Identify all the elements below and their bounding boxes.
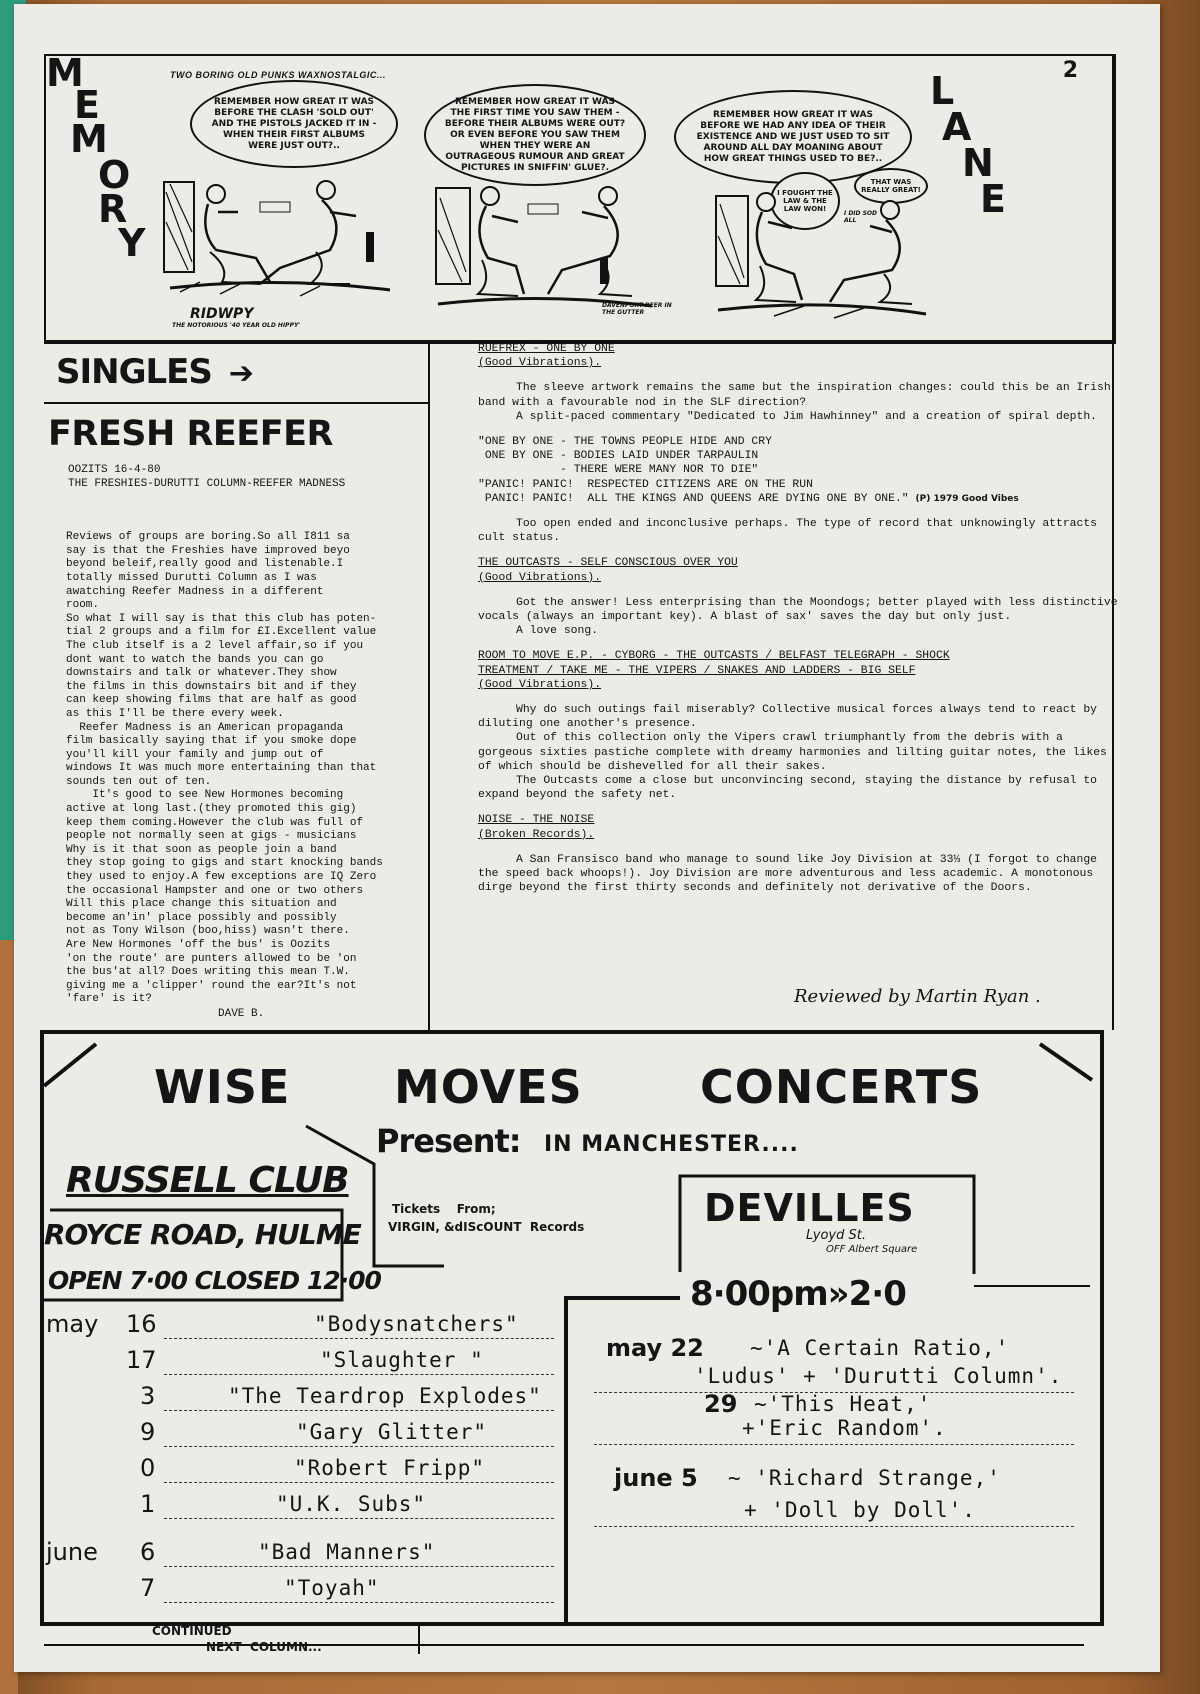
dotted-rule [164,1446,554,1447]
gig-month: june [46,1538,98,1566]
singles-reviews-column [478,342,1118,907]
gig-day: 3 [140,1382,156,1410]
gig-day: 16 [126,1310,157,1338]
review-line: the films in this downstairs bit and if they [66,680,357,693]
ad-title-wise: WISE [154,1060,291,1114]
dotted-rule [164,1482,554,1483]
dotted-rule [164,1374,554,1375]
gig-day: 1 [140,1490,156,1518]
speech-bubble-2: REMEMBER HOW GREAT IT WAS THE FIRST TIME YOU SAW THEM -BEFORE THEIR ALBUMS WERE OUT? OR EVEN BEFORE YOU SAW THEM WHEN THEY WERE AN OUTRAGEOUS RUMOUR AND GREAT PICTURES IN SNIFFIN' GLUE?. [424,84,646,186]
cartoon-panel-3 [714,190,934,330]
gig-day: 9 [140,1418,156,1446]
speech-bubble-4: I FOUGHT THE LAW & THE LAW WON! [770,172,840,230]
review-label-ruefrex: (Good Vibrations). [478,357,602,370]
review-label-outcasts: (Good Vibrations). [478,571,602,584]
ad-in-city: IN MANCHESTER.... [544,1132,799,1157]
footer-continued: CONTINUED [152,1624,232,1638]
venue2-address-2: OFF Albert Square [826,1244,918,1255]
review-ruefrex-p1: The sleeve artwork remains the same but the inspiration changes: could this be an Irish band with a favourable nod in the SLF direction? [478,382,1111,409]
dotted-rule [164,1602,554,1603]
artist-signature: RIDWPY [190,306,254,322]
venue2-time: 8·00pm»2·0 [690,1274,906,1314]
gig-act-support: 'Ludus' + 'Durutti Column'. [694,1364,1063,1388]
review-byline: DAVE B. [218,1008,265,1020]
footer-next-column: NEXT COLUMN... [206,1640,322,1654]
review-line: they stop going to gigs and start knocking bands [66,857,383,870]
gig-date: 29 [704,1390,738,1418]
cartoon-caption: TWO BORING OLD PUNKS WAXNOSTALGIC... [170,70,386,80]
gig-day: 6 [140,1538,156,1566]
artist-note: THE NOTORIOUS '40 YEAR OLD HIPPY' [172,322,301,329]
review-line: not as Tony Wilson (boo,hiss) wasn't there. [66,925,350,938]
review-line: Will this place change this situation and [66,898,337,911]
gig-act: "Gary Glitter" [296,1420,488,1444]
review-label-room-to-move: (Good Vibrations). [478,678,602,691]
review-room-p2: Out of this collection only the Vipers crawl triumphantly from the debris with a gorgeous sixties pastiche complete with dreamy harmonies and lilting guitar notes, the likes of which should be dishevelled for all their sakes. [478,732,1107,773]
review-line: Reviews of groups are boring.So all I811 sa [66,531,350,544]
gig-act: "Bodysnatchers" [314,1312,519,1336]
review-line: they used to enjoy.A few exceptions are IQ Zero [66,871,377,884]
copyright-note: (P) 1979 Good Vibes [915,493,1019,504]
zine-page: 2 M E M O R Y L A N E TWO BORING OLD PUNKS WAXNOSTALGIC... REMEMBER HOW GREAT IT WAS BEFORE THE CLASH 'SOLD OUT' AND THE PISTOLS JACKED IT IN - WHEN THEIR FIRST ALBUMS WERE JUST OUT?.. REMEMBER HOW GREAT IT WAS THE FIRST TIME YOU SAW THEM -BEFORE THEIR ALBUMS WERE OUT? OR EVEN BEFORE YOU SAW THEM WHEN THEY WERE AN OUTRAGEOUS RUMOUR AND GREAT PICTURES IN SNIFFIN' GLUE?. REMEMBER HOW GREAT IT WAS BEFORE WE HAD ANY IDEA OF THEIR EXISTENCE AND WE JUST USED TO SIT AROUND ALL DAY MOANING ABOUT HOW GREAT THINGS USED TO BE?.. I FOUGHT THE LAW & THE LAW WON! THAT WAS REALLY GREAT! I DID SOD ALL RIDWPY THE NOTORIOUS '40 YEAR OLD HIPPY' DAVENPORT BEER IN THE GUTTER SINGLES ➔ FRESH REEFER OOZITS 16-4-80 THE FRESHIES-DURUTTI COLUMN-REEFER MADNESS Reviews of groups are boring.So all I811 sa say is that the Freshies have improved beyo beyond beleif,really good and listenable.I totally missed Durutti Column as I was awatching Reefer Madness in a different room. So what I will say is that this club has poten- tial 2 groups and a film for £I.Excellent value The club itself is a 2 level affair,so if you dont want to watch the bands you can go downstairs and talk or whatever.They show the films in this downstairs bit and if they can keep showing films that are half as good as this I'll be there every week. Reefer Madness is an American propaganda film basically saying that if you smoke dope you'll kill your family and jump out of windows It was much more entertaining than that sounds ten out of ten. It's good to see New Hormones becoming active at long last.(they promoted this gig) keep them coming.However the club was full of people not normally seen at gigs - musicians Why is it that soon as people join a band they stop going to gigs and start knocking bands they used to enjoy.A few exceptions are IQ Zero the occasional Hampster and one or two others Will this place change this situation and become an'in' place possibly and possibly not as Tony Wilson (boo,hiss) wasn't there. Are New Hormones 'off the bus' is Oozits 'on the route' are punters allowed to be 'on the bus'at all? Does writing this mean T.W. giving me a 'clipper' round the ear?It's not 'fare' is it? DAVE B. RUEFREX - ONE BY ONE (Good Vibrations). The sleeve artwork remains the same but the inspiration changes: could this be an Irish band with a favourable nod in the SLF direction? A split-paced commentary "Dedicated to Jim Hawhinney" and a creation of spiral depth. "ONE BY ONE - THE TOWNS PEOPLE HIDE AND CRY ONE BY ONE - BODIES LAID UNDER TARPAULIN - THERE WERE MANY NOR TO DIE" "PANIC! PANIC! RESPECTED CITIZENS ARE ON THE RUN PANIC! PANIC! ALL THE KINGS AND QUEENS ARE DYING ONE BY ONE." (P) 1979 Good Vibes Too open ended and inconclusive perhaps. The type of record that unknowingly attracts cult status. THE OUTCASTS - SELF CONSCIOUS OVER YOU (Good Vibrations). Got the answer! Less enterprising than the Moondogs; better played with less distinctive vocals (always an important key). A blast of sax' saves the day but only just. A love song. ROOM TO MOVE E.P. - CYBORG - THE OUTCASTS / BELFAST TELEGRAPH - SHOCK TREATMENT / TAKE ME - THE VIPERS / SNAKES AND LADDERS - BIG SELF (Good Vibrations). Why do such outings fail miserably? Collective musical forces always tend to react by diluting one another's presence. Out of this collection only the Vipers crawl triumphantly from the debris with a gorgeous sixties pastiche complete with dreamy harmonies and lilting guitar notes, the likes of which should be dishevelled for all their sakes. The Outcasts come a close but unconvincing second, staying the distance by refusal to expand beyond the safety net. NOISE - THE NOISE (Broken Records). A San Fransisco band who manage to sound like Joy Division at 33⅓ (I forgot to change the speed back whoops!). Joy Division are more adventurous and less academic. A monotonous dirge beyond the first thirty seconds and definitely not derivative of the Doors. Reviewed by Martin Ryan . WISE MOVES CONCERTS Present: IN MANCHESTER.... Tickets From; VIRGIN, &dIScOUNT Records RUSSELL CLUB ROYCE ROAD, HULME OPEN 7·00 CLOSED 12·00 DEVILLES Lyoyd St. OFF Albert Square 8·00pm»2·0 CONTINUED NEXT COLUMN... may 16 "Bodysnatchers" 17 "Slaughter " 3 "The Teardrop Explodes" 9 "Gary Glitter" 0 "Robert Fripp" 1 "U.K. Subs" june 6 "Bad Manners" 7 "Toyah" may 22 ~'A Certain Ratio,' 'Ludus' + 'Durutti Column'. 29 ~'This Heat,' +'Eric Random'. june 5 ~ 'Richard Strange,' + 'Doll by Doll'. [14,4,1160,1672]
review-line: you'll kill your family and jump out of [66,748,324,761]
review-line: Reefer Madness is an American propaganda [66,721,344,734]
footer-rule [44,1644,1084,1646]
fresh-reefer-review-body [66,504,426,1007]
cartoon-panel-2 [432,182,662,322]
gig-act: ~ 'Richard Strange,' [728,1466,1001,1490]
gig-date: may 22 [606,1334,704,1362]
review-room-p1: Why do such outings fail miserably? Collective musical forces always tend to react by diluting one another's presence. [478,704,1098,731]
page-number: 2 [1062,58,1078,83]
ad-present: Present: [376,1122,521,1160]
review-ruefrex-p2: A split-paced commentary "Dedicated to Jim Hawhinney" and a creation of spiral depth. [516,410,1098,423]
review-line: say is that the Freshies have improved beyo [66,544,350,557]
review-line: windows It was much more entertaining than that [66,762,377,775]
review-line: keep them coming.However the club was full of [66,816,364,829]
gig-act: "Robert Fripp" [294,1456,486,1480]
speech-bubble-1: REMEMBER HOW GREAT IT WAS BEFORE THE CLASH 'SOLD OUT' AND THE PISTOLS JACKED IT IN - WHEN THEIR FIRST ALBUMS WERE JUST OUT?.. [190,80,398,168]
gig-day: 0 [140,1454,156,1482]
review-line: can keep showing films that are half as good [66,694,357,707]
review-line: film basically saying that if you smoke dope [66,735,357,748]
arrow-right-icon: ➔ [228,356,253,391]
review-line: downstairs and talk or whatever.They show [66,667,337,680]
review-title-noise: NOISE - THE NOISE [478,814,595,827]
gig-act: "Toyah" [284,1576,380,1600]
review-line: the bus'at all? Does writing this mean T.W. [66,966,350,979]
review-line: as this I'll be there every week. [66,707,284,720]
review-outcasts-p1: Got the answer! Less enterprising than the Moondogs; better played with less distinctive vocals (always an important key). A blast of sax' saves the day but only just. [478,596,1118,624]
review-line: dont want to watch the bands you can go [66,653,324,666]
speech-bubble-3: REMEMBER HOW GREAT IT WAS BEFORE WE HAD ANY IDEA OF THEIR EXISTENCE AND WE JUST USED TO SIT AROUND ALL DAY MOANING ABOUT HOW GREAT THINGS USED TO BE?.. [674,90,912,184]
venue2-address-1: Lyoyd St. [806,1228,866,1243]
review-line: sounds ten out of ten. [66,775,212,788]
review-title-ruefrex: RUEFREX - ONE BY ONE [478,343,615,355]
review-ruefrex-p3: Too open ended and inconclusive perhaps. The type of record that unknowingly attracts cult status. [478,518,1098,545]
review-box-top [44,402,430,404]
panel-2-note: DAVENPORT BEER IN THE GUTTER [602,302,672,316]
ticket-outlets: VIRGIN, &dIScOUNT Records [388,1220,585,1234]
speech-bubble-5: THAT WAS REALLY GREAT! [854,168,928,204]
review-line: giving me a 'clipper' round the ear?It's not [66,979,357,992]
ruefrex-lyrics: "ONE BY ONE - THE TOWNS PEOPLE HIDE AND CRY ONE BY ONE - BODIES LAID UNDER TARPAULIN - THERE WERE MANY NOR TO DIE" "PANIC! PANIC! RESPECTED CITIZENS ARE ON THE RUN PANIC! PANIC! ALL THE KINGS AND QUEENS ARE DYING ONE BY ONE." (P) 1979 Good Vibes [478,436,1019,505]
dotted-rule [594,1526,1074,1527]
review-line: the occasional Hampster and one or two others [66,884,364,897]
review-line: active at long last.(they promoted this gig) [66,803,357,816]
gig-act: "U.K. Subs" [276,1492,427,1516]
review-line: Are New Hormones 'off the bus' is Oozits [66,939,331,951]
singles-heading: SINGLES ➔ [56,352,253,392]
review-line: It's good to see New Hormones becoming [66,789,344,802]
ad-title-moves: MOVES [394,1060,583,1114]
gig-act-support: + 'Doll by Doll'. [744,1498,976,1522]
review-noise-p1: A San Fransisco band who manage to sound like Joy Division at 33⅓ (I forgot to change the speed back whoops!). Joy Division are more adventurous and less academic. A monotonous dirge beyond the first thirty seconds and definitely not derivative of the Doors. [478,853,1098,895]
gig-act: ~'A Certain Ratio,' [750,1336,1010,1360]
review-line: tial 2 groups and a film for £I.Excellent value [66,626,377,639]
reviewer-signature: Reviewed by Martin Ryan . [794,986,1041,1007]
gig-date: OOZITS 16-4-80 [68,464,161,476]
cartoon-panel-1 [160,172,400,304]
review-room-p3: The Outcasts come a close but unconvincing second, staying the distance by refusal to expand beyond the safety net. [478,775,1098,802]
review-title-outcasts: THE OUTCASTS - SELF CONSCIOUS OVER YOU [478,557,738,570]
review-outcasts-p2: A love song. [516,625,599,638]
review-title-room-to-move-2: TREATMENT / TAKE ME - THE VIPERS / SNAKES AND LADDERS - BIG SELF [478,664,916,677]
footer-divider [418,1624,420,1654]
dotted-rule [164,1410,554,1411]
venue1-address: ROYCE ROAD, HULME [44,1218,361,1251]
review-line: 'on the route' are punters allowed to be 'on [66,952,357,965]
gig-act: "Slaughter " [320,1348,484,1372]
gig-act-support: +'Eric Random'. [742,1416,947,1440]
venue1-hours: OPEN 7·00 CLOSED 12·00 [48,1266,381,1295]
review-label-noise: (Broken Records). [478,828,595,841]
review-line: The club itself is a 2 level affair,so if you [66,639,364,652]
venue2-name: DEVILLES [704,1186,915,1230]
column-divider [428,340,430,1030]
review-line: awatching Reefer Madness in a different [66,585,324,598]
review-line: become an'in' place possibly and possibly [66,911,337,924]
review-line: beyond beleif,really good and listenable.I [66,558,344,571]
review-line: totally missed Durutti Column as I was [66,571,317,584]
gig-act: "The Teardrop Explodes" [228,1384,542,1408]
gig-day: 17 [126,1346,157,1374]
venue1-name: RUSSELL CLUB [66,1160,349,1201]
dotted-rule [594,1444,1074,1445]
ad-title-concerts: CONCERTS [700,1060,983,1114]
review-line: Why is it that soon as people join a band [66,843,337,856]
aside-text: I DID SOD ALL [844,210,878,224]
dotted-rule [164,1518,554,1519]
fresh-reefer-heading: FRESH REEFER [48,414,333,454]
gig-act: ~'This Heat,' [754,1392,932,1416]
gig-month: may [46,1310,99,1338]
dotted-rule [164,1338,554,1339]
review-line: room. [66,599,100,612]
review-line: 'fare' is it? [66,993,152,1006]
gig-bill: THE FRESHIES-DURUTTI COLUMN-REEFER MADNESS [68,478,346,490]
review-line: So what I will say is that this club has poten- [66,612,377,625]
gig-day: 7 [140,1574,156,1602]
dotted-rule [164,1566,554,1567]
review-line: people not normally seen at gigs - musicians [66,830,357,843]
review-title-room-to-move-1: ROOM TO MOVE E.P. - CYBORG - THE OUTCASTS / BELFAST TELEGRAPH - SHOCK [478,650,950,663]
venue1-box-lines [42,1154,362,1304]
tickets-from: Tickets From; [392,1202,496,1216]
gig-date: june 5 [614,1464,698,1492]
gig-act: "Bad Manners" [258,1540,436,1564]
